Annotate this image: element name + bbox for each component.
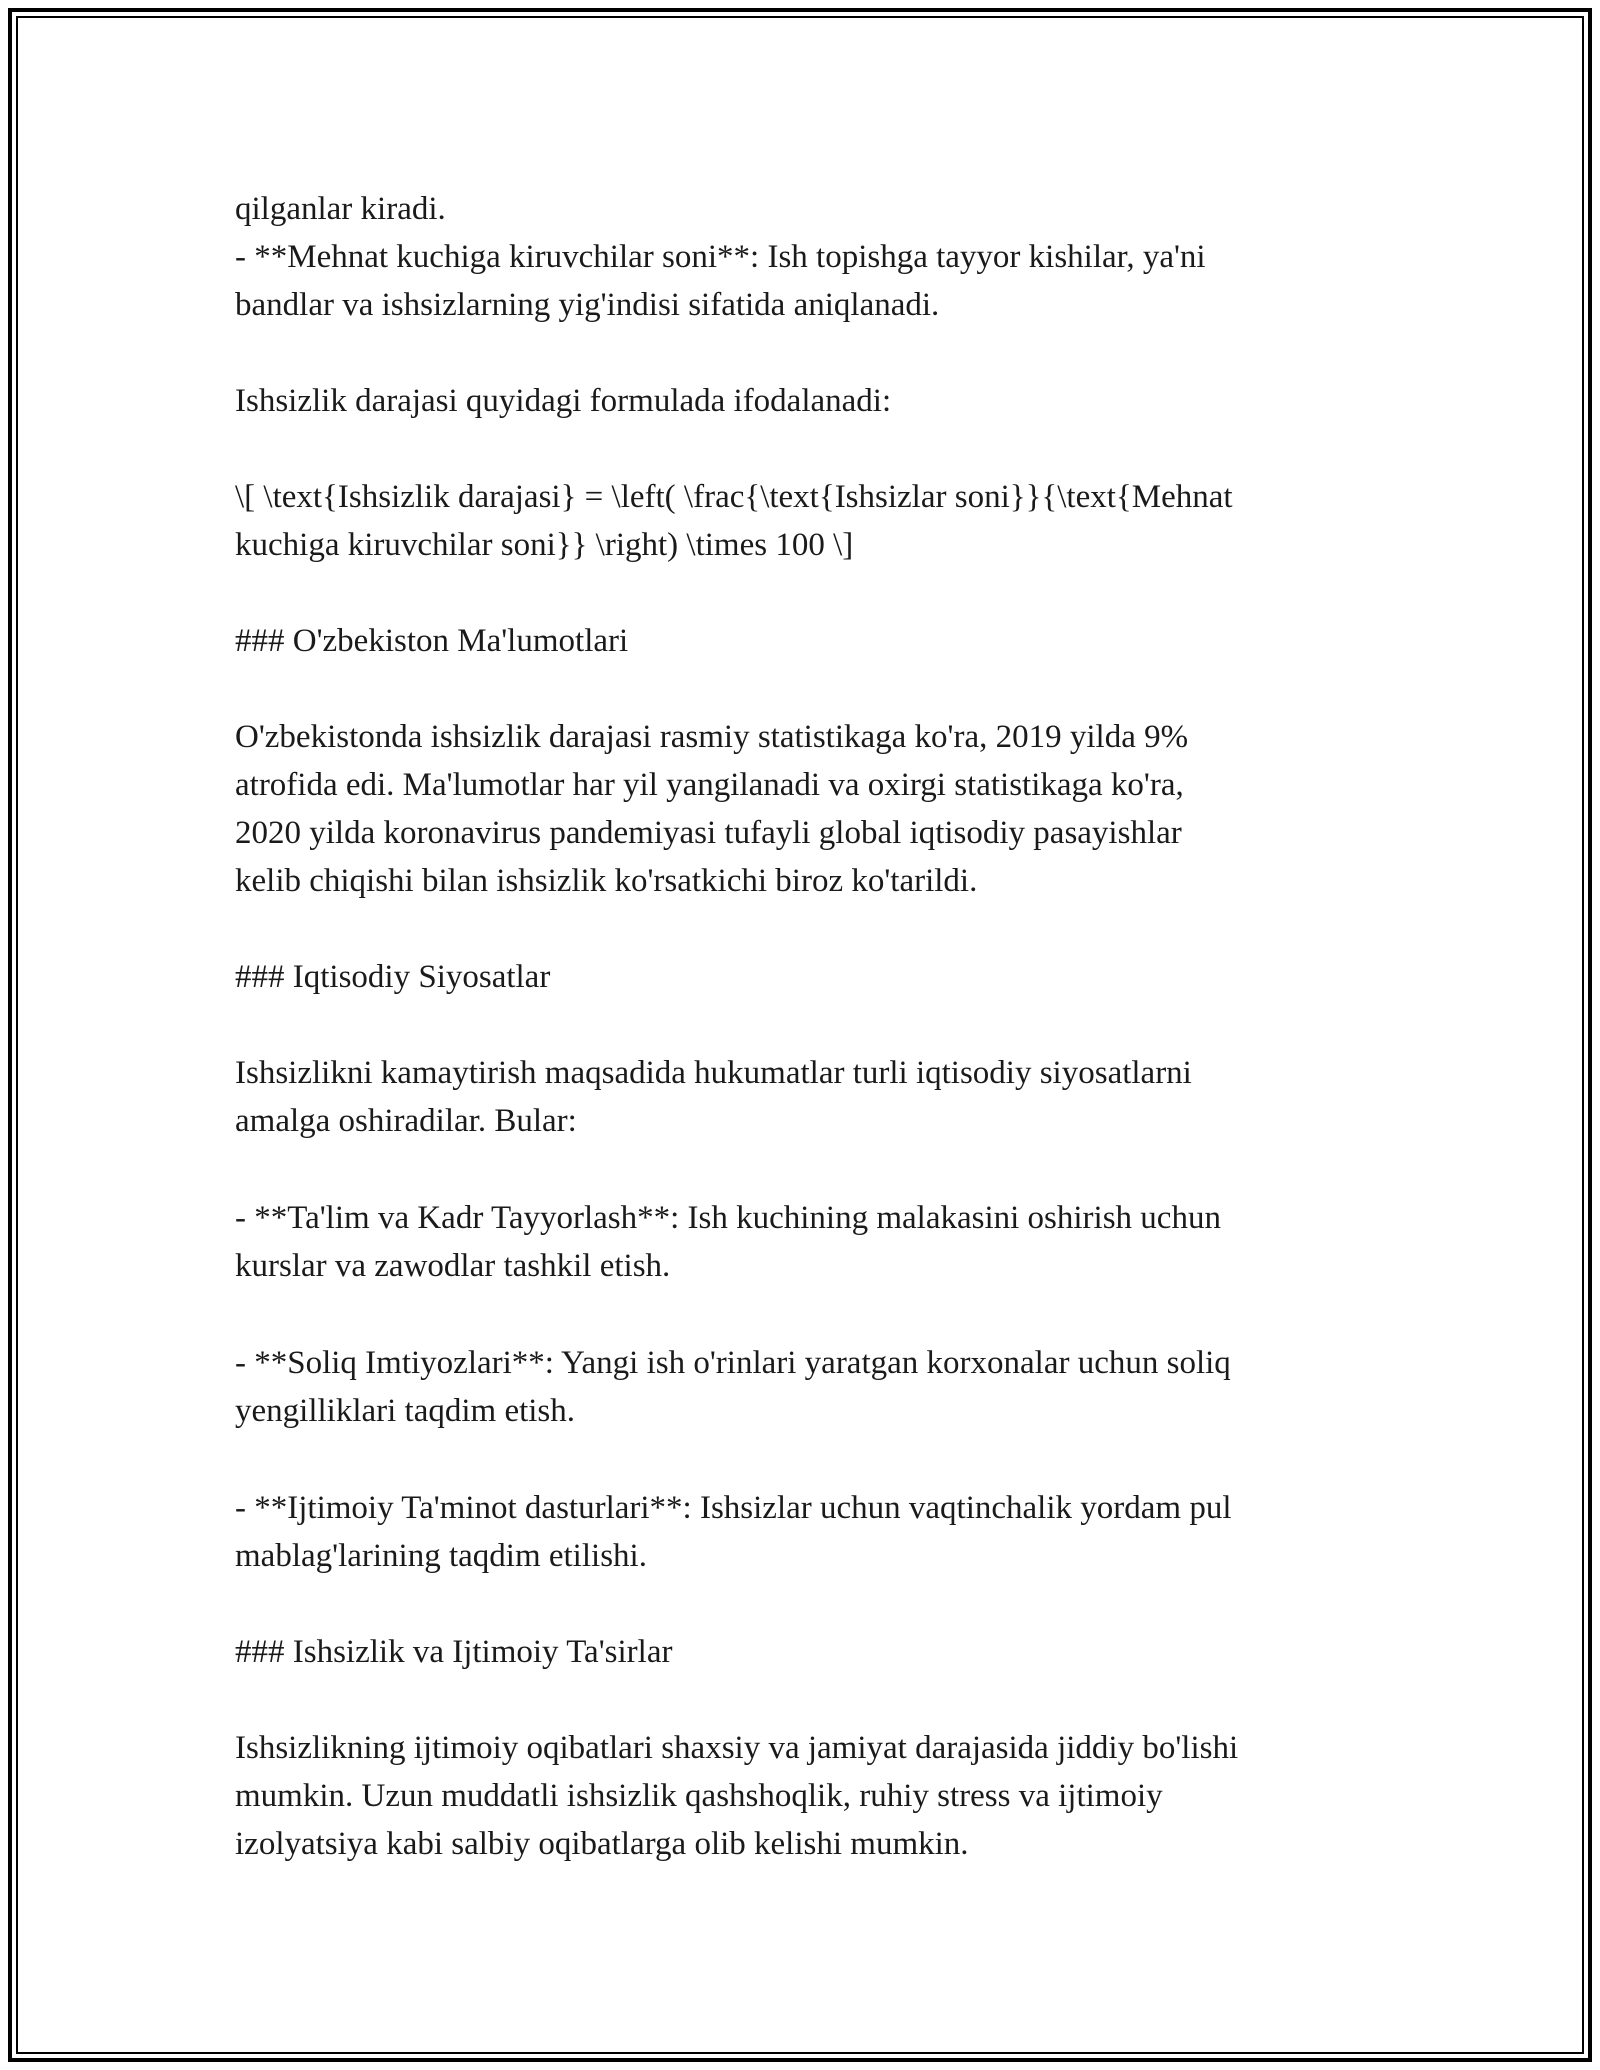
paragraph-formula-intro (235, 377, 1365, 425)
paragraph-uzbekistan-data (235, 713, 1365, 905)
heading-social-effects (235, 1628, 1365, 1676)
text-line: qilganlar kiradi. (235, 191, 446, 227)
section-heading: ### Iqtisodiy Siyosatlar (235, 959, 551, 995)
paragraph-economic-policies (235, 1049, 1365, 1145)
text-line: kelib chiqishi bilan ishsizlik ko'rsatkichi biroz ko'tarildi. (235, 863, 978, 899)
text-line: bandlar va ishsizlarning yig'indisi sifatida aniqlanadi. (235, 287, 940, 323)
text-line: - **Ta'lim va Kadr Tayyorlash**: Ish kuchining malakasini oshirish uchun (235, 1200, 1221, 1236)
list-item-tax (235, 1339, 1365, 1435)
text-line: O'zbekistonda ishsizlik darajasi rasmiy statistikaga ko'ra, 2019 yilda 9% (235, 719, 1189, 755)
text-line: amalga oshiradilar. Bular: (235, 1103, 577, 1139)
text-line: - **Soliq Imtiyozlari**: Yangi ish o'rinlari yaratgan korxonalar uchun soliq (235, 1345, 1231, 1381)
text-line: mablag'larining taqdim etilishi. (235, 1538, 647, 1574)
text-line: Ishsizlikni kamaytirish maqsadida hukumatlar turli iqtisodiy siyosatlarni (235, 1055, 1192, 1091)
text-line: yengilliklari taqdim etish. (235, 1393, 576, 1429)
list-item-social-security (235, 1484, 1365, 1580)
formula-line: kuchiga kiruvchilar soni}} \right) \times 100 \] (235, 527, 854, 563)
heading-economic-policies (235, 953, 1365, 1001)
text-line: - **Ijtimoiy Ta'minot dasturlari**: Ishsizlar uchun vaqtinchalik yordam pul (235, 1490, 1232, 1526)
list-item-education (235, 1194, 1365, 1290)
formula-block (235, 473, 1365, 569)
text-line: Ishsizlik darajasi quyidagi formulada ifodalanadi: (235, 383, 892, 419)
text-line: Ishsizlikning ijtimoiy oqibatlari shaxsiy va jamiyat darajasida jiddiy bo'lishi (235, 1730, 1239, 1766)
paragraph-social-effects (235, 1724, 1365, 1868)
section-heading: ### Ishsizlik va Ijtimoiy Ta'sirlar (235, 1634, 673, 1670)
document-body (235, 185, 1365, 1868)
section-heading: ### O'zbekiston Ma'lumotlari (235, 623, 629, 659)
paragraph-intro (235, 185, 1365, 329)
text-line: izolyatsiya kabi salbiy oqibatlarga olib kelishi mumkin. (235, 1826, 969, 1862)
text-line: - **Mehnat kuchiga kiruvchilar soni**: Ish topishga tayyor kishilar, ya'ni (235, 239, 1206, 275)
text-line: atrofida edi. Ma'lumotlar har yil yangilanadi va oxirgi statistikaga ko'ra, (235, 767, 1184, 803)
formula-line: \[ \text{Ishsizlik darajasi} = \left( \frac{\text{Ishsizlar soni}}{\text{Mehnat (235, 479, 1233, 515)
text-line: kurslar va zawodlar tashkil etish. (235, 1248, 671, 1284)
text-line: 2020 yilda koronavirus pandemiyasi tufayli global iqtisodiy pasayishlar (235, 815, 1182, 851)
heading-uzbekistan-data (235, 617, 1365, 665)
text-line: mumkin. Uzun muddatli ishsizlik qashshoqlik, ruhiy stress va ijtimoiy (235, 1778, 1163, 1814)
